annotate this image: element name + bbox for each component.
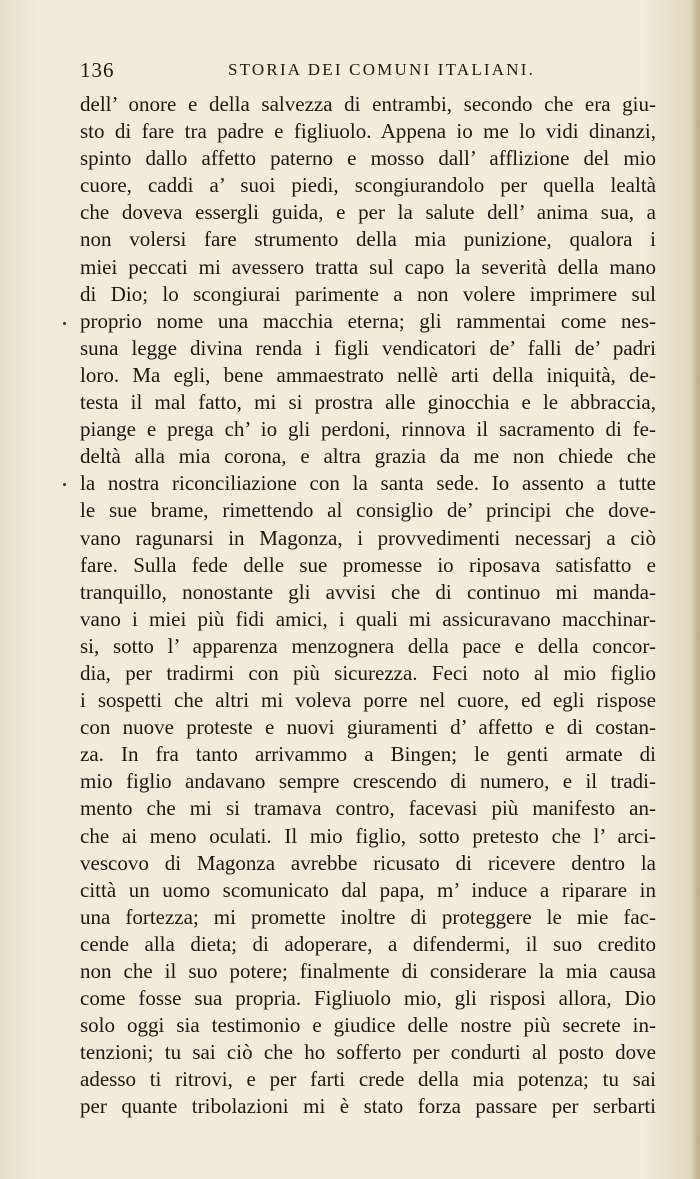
- text-line: vano i miei più fidi amici, i quali mi assicuravano macchinar-: [80, 606, 656, 631]
- text-line: dell’ onore e della salvezza di entrambi, secondo che era giu-: [80, 92, 656, 116]
- text-line: mio figlio andavano sempre crescendo di numero, e il tradi-: [80, 769, 656, 794]
- text-line: di Dio; lo scongiurai parimente a non volere imprimere sul: [80, 281, 656, 306]
- text-line: loro. Ma egli, bene ammaestrato nellè arti della iniquità, de-: [80, 362, 656, 387]
- text-line: deltà alla mia corona, e altra grazia da me non chiede che: [80, 444, 656, 469]
- text-line: sto di fare tra padre e figliuolo. Appena io me lo vidi dinanzi,: [80, 119, 656, 144]
- text-line: vano ragunarsi in Magonza, i provvedimenti necessarj a ciò: [80, 525, 656, 550]
- text-line: con nuove proteste e nuovi giuramenti d’ affetto e di costan-: [80, 715, 656, 740]
- text-line: come fosse sua propria. Figliuolo mio, gli risposi allora, Dio: [80, 986, 656, 1011]
- text-line: cuore, caddi a’ suoi piedi, scongiurandolo per quella lealtà: [80, 173, 656, 198]
- text-line: adesso ti ritrovi, e per farti crede della mia potenza; tu sai: [80, 1067, 656, 1092]
- page-edge-shadow: [690, 0, 700, 1179]
- text-line: non volersi fare strumento della mia punizione, qualora i: [80, 227, 656, 252]
- text-line: i sospetti che altri mi voleva porre nel cuore, ed egli rispose: [80, 688, 656, 713]
- text-line: che ai meno oculati. Il mio figlio, sotto pretesto che l’ arci-: [80, 823, 656, 848]
- text-line: una fortezza; mi promette inoltre di proteggere le mie fac-: [80, 904, 656, 929]
- text-line: tenzioni; tu sai ciò che ho sofferto per condurti al posto dove: [80, 1040, 656, 1065]
- text-line: proprio nome una macchia eterna; gli rammentai come nes-: [80, 308, 656, 333]
- text-line: si, sotto l’ apparenza menzognera della pace e della concor-: [80, 633, 656, 658]
- text-line: solo oggi sia testimonio e giudice delle nostre più secrete in-: [80, 1013, 656, 1038]
- text-line: le sue brame, rimettendo al consiglio de’ principi che dove-: [80, 498, 656, 523]
- text-line: non che il suo potere; finalmente di considerare la mia causa: [80, 959, 656, 983]
- page-number: 136: [80, 58, 115, 82]
- body-text: [80, 91, 656, 1121]
- text-line: la nostra riconciliazione con la santa sede. Io assento a tutte: [80, 471, 656, 496]
- text-line: che doveva essergli guida, e per la salute dell’ anima sua, a: [80, 200, 656, 225]
- text-line: suna legge divina renda i figli vendicatori de’ falli de’ padri: [80, 335, 656, 360]
- text-line: mento che mi si tramava contro, facevasi più manifesto an-: [80, 796, 656, 821]
- text-line: dia, per tradirmi con più sicurezza. Feci noto al mio figlio: [80, 660, 656, 685]
- text-line: città un uomo scomunicato dal papa, m’ induce a riparare in: [80, 877, 656, 902]
- text-line: piange e prega ch’ io gli perdoni, rinnova il sacramento di fe-: [80, 417, 656, 442]
- page-header: [80, 58, 656, 86]
- text-line: spinto dallo affetto paterno e mosso dall’ afflizione del mio: [80, 146, 656, 171]
- text-line: tranquillo, nonostante gli avvisi che di continuo mi manda-: [80, 579, 656, 604]
- margin-mark: [63, 322, 66, 325]
- text-line: za. In fra tanto arrivammo a Bingen; le genti armate di: [80, 742, 656, 767]
- running-title: STORIA DEI COMUNI ITALIANI.: [228, 60, 536, 79]
- text-line: per quante tribolazioni mi è stato forza passare per serbarti: [80, 1094, 656, 1119]
- text-line: vescovo di Magonza avrebbe ricusato di ricevere dentro la: [80, 850, 656, 875]
- text-line: cende alla dieta; di adoperare, a difendermi, il suo credito: [80, 931, 656, 956]
- text-line: fare. Sulla fede delle sue promesse io riposava satisfatto e: [80, 552, 656, 577]
- text-line: testa il mal fatto, mi si prostra alle ginocchia e le abbraccia,: [80, 390, 656, 415]
- text-line: miei peccati mi avessero tratta sul capo la severità della mano: [80, 254, 656, 279]
- margin-mark: [63, 483, 66, 486]
